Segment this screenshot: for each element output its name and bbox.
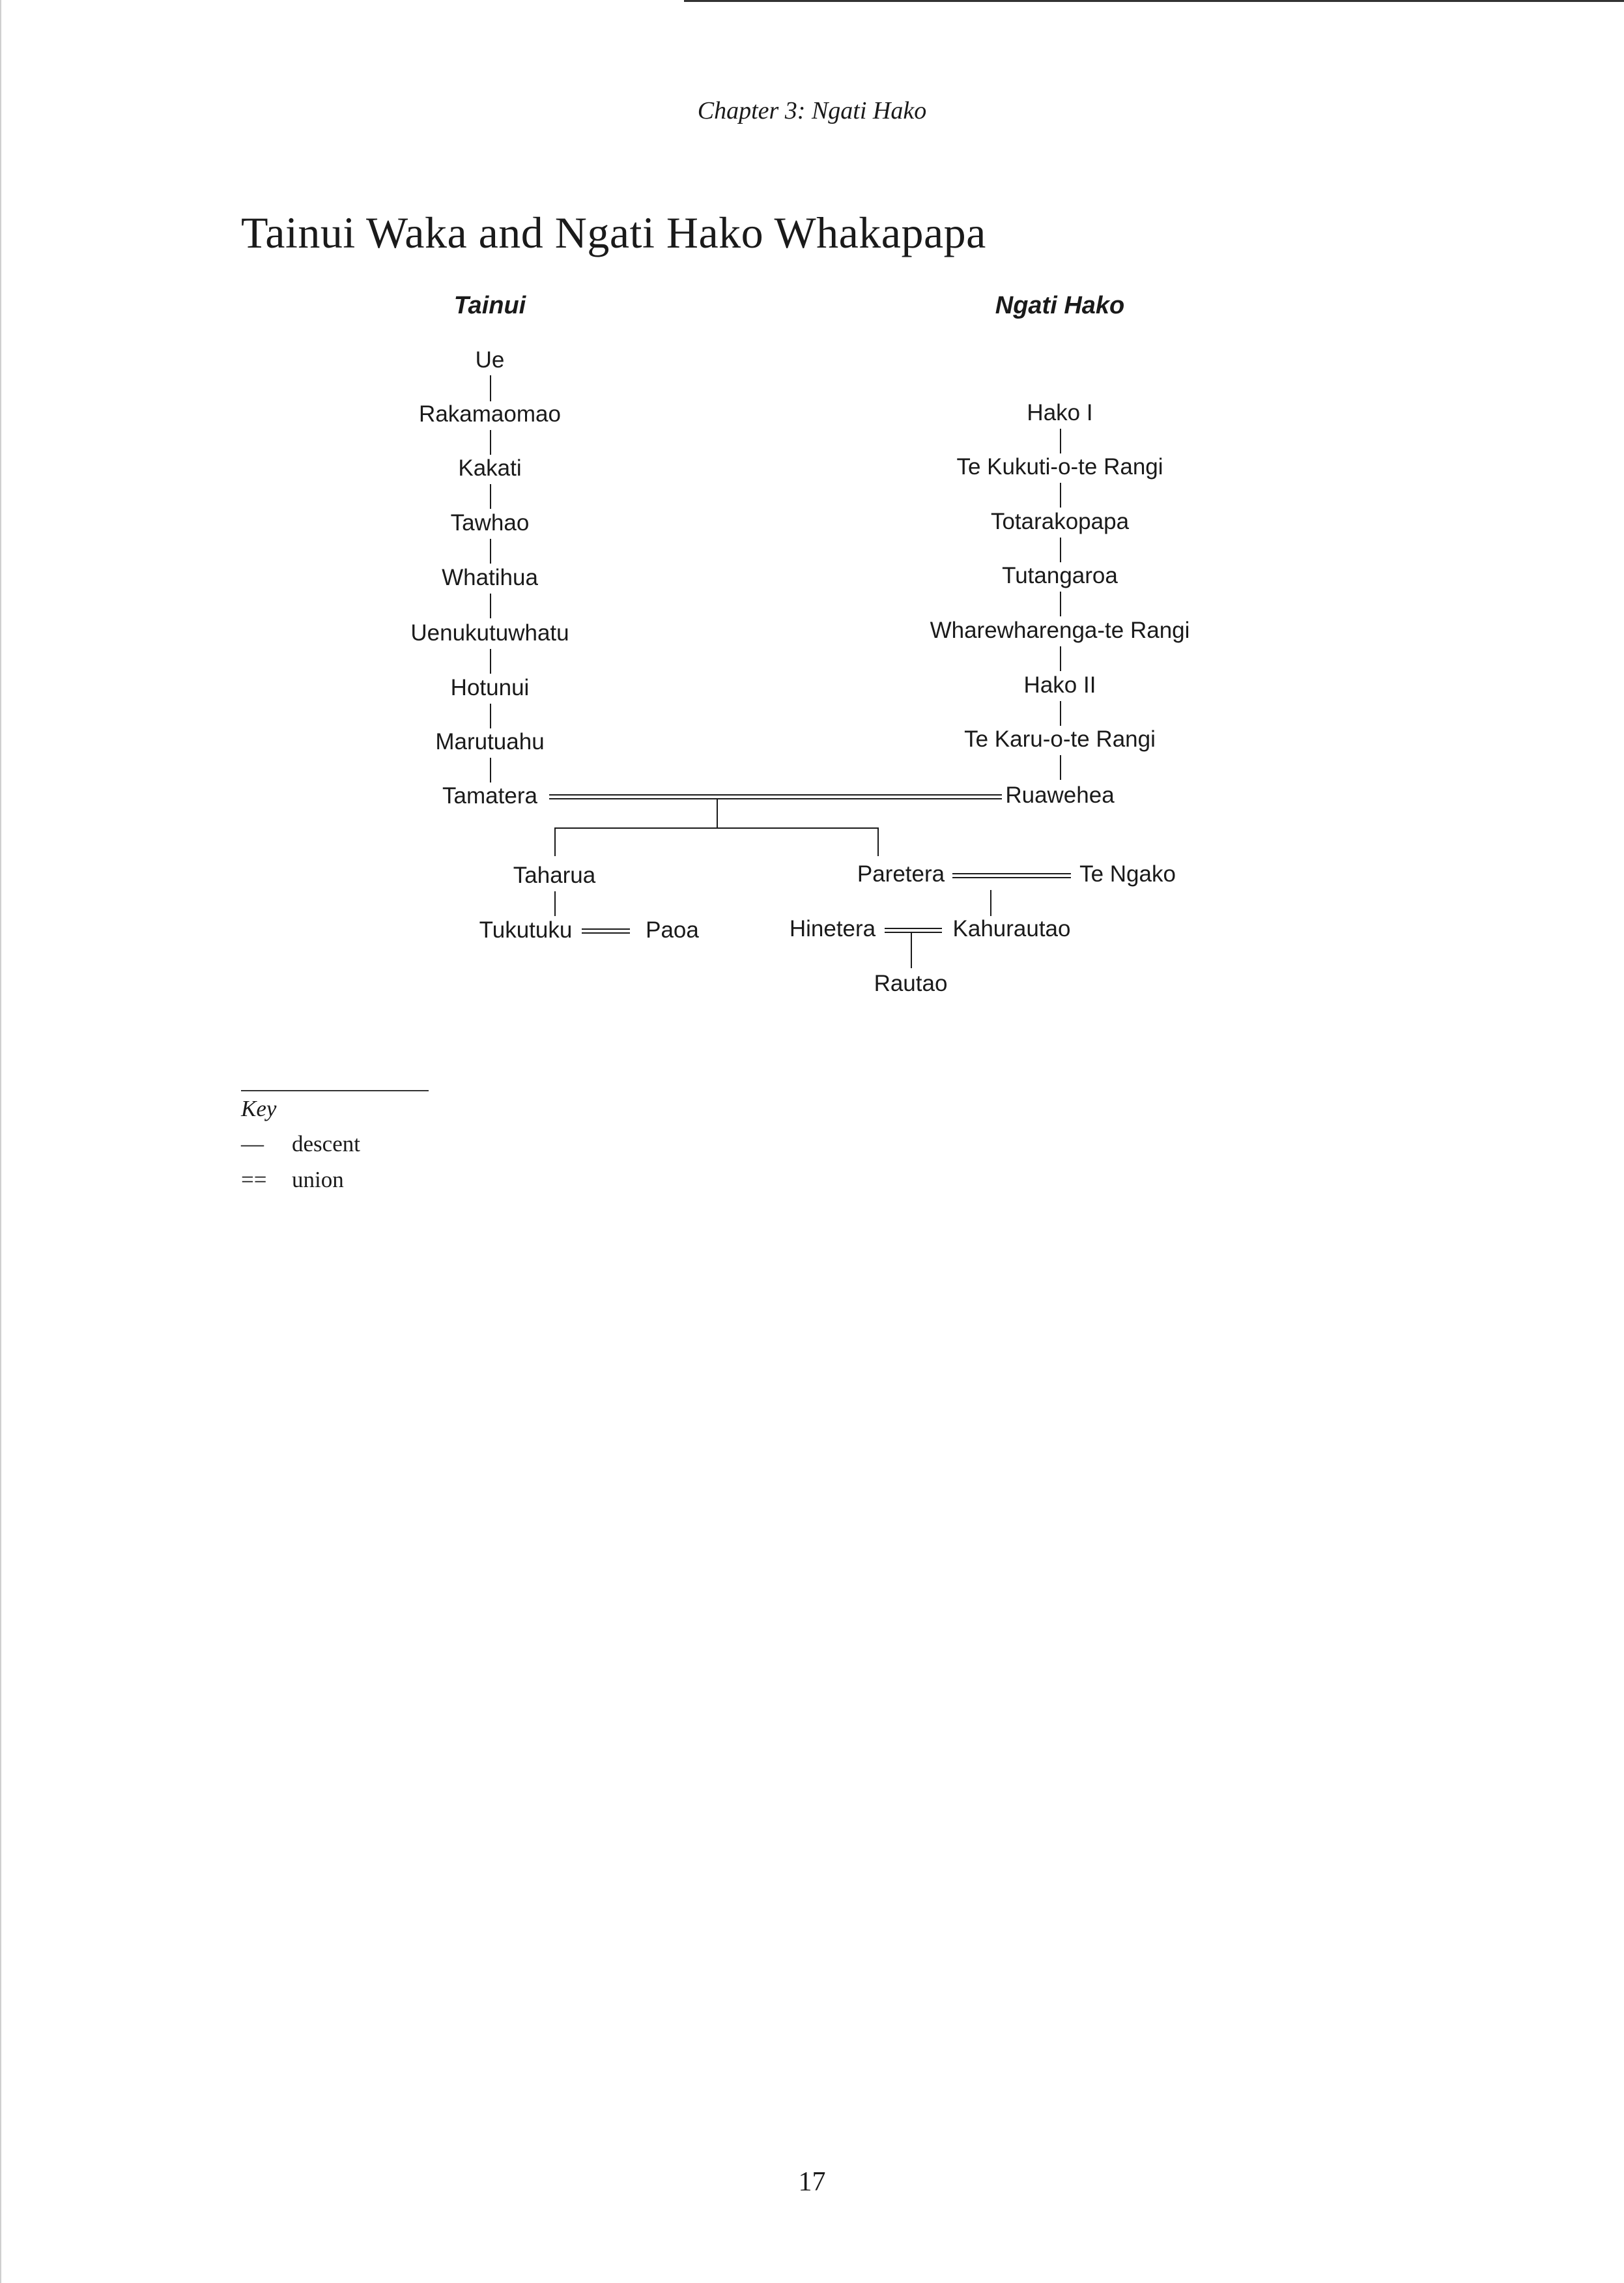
descent-line	[490, 758, 491, 783]
union-line-tamatera-ruawehea	[549, 794, 1002, 799]
descent-line	[490, 594, 491, 618]
person-hako-ii: Hako II	[1023, 672, 1096, 698]
person-rakamaomao: Rakamaomao	[419, 401, 561, 427]
descent-line	[490, 430, 491, 455]
page-title: Tainui Waka and Ngati Hako Whakapapa	[241, 208, 986, 257]
descent-line	[1060, 592, 1061, 616]
person-hotunui: Hotunui	[450, 675, 530, 700]
key-rule	[241, 1090, 429, 1091]
person-ue: Ue	[475, 347, 505, 373]
person-paretera: Paretera	[857, 861, 945, 887]
person-te-karu-o-te-rangi: Te Karu-o-te Rangi	[964, 726, 1156, 752]
descent-line	[554, 891, 556, 916]
key-union-symbol: ==	[241, 1167, 267, 1192]
person-totarakopapa: Totarakopapa	[990, 509, 1130, 534]
descent-line	[1060, 538, 1061, 562]
descent-line	[1060, 755, 1061, 780]
sibling-bar	[554, 827, 878, 829]
page-number: 17	[798, 2167, 826, 2197]
descent-line	[717, 799, 718, 827]
descent-line	[490, 704, 491, 728]
person-whatihua: Whatihua	[442, 565, 538, 590]
descent-line	[877, 827, 879, 856]
running-head: Chapter 3: Ngati Hako	[697, 97, 927, 124]
union-line-hinetera-kahurautao	[885, 928, 942, 933]
key-heading: Key	[241, 1096, 277, 1121]
descent-line	[911, 933, 912, 968]
top-rule	[684, 0, 1624, 2]
union-line-paretera-te-ngako	[952, 873, 1071, 878]
key-union-label: union	[292, 1167, 344, 1192]
person-kakati: Kakati	[458, 455, 522, 481]
descent-line	[490, 539, 491, 564]
key-descent-label: descent	[292, 1131, 360, 1156]
descent-line	[490, 375, 491, 401]
column-heading-tainui: Tainui	[453, 292, 526, 319]
person-marutuahu: Marutuahu	[435, 729, 545, 754]
key-descent-symbol: —	[241, 1131, 264, 1156]
person-taharua: Taharua	[513, 863, 596, 888]
descent-line	[1060, 429, 1061, 453]
descent-line	[1060, 483, 1061, 508]
descent-line	[490, 484, 491, 509]
person-te-ngako: Te Ngako	[1079, 861, 1176, 887]
person-tukutuku: Tukutuku	[479, 917, 573, 943]
descent-line	[1060, 701, 1061, 726]
person-wharewharenga-te-rangi: Wharewharenga-te Rangi	[930, 618, 1190, 643]
person-te-kukuti-o-te-rangi: Te Kukuti-o-te Rangi	[956, 454, 1163, 480]
person-hinetera: Hinetera	[789, 916, 876, 941]
person-ruawehea: Ruawehea	[1005, 783, 1115, 808]
descent-line	[554, 827, 556, 856]
scan-edge	[0, 0, 1, 2283]
person-tamatera: Tamatera	[442, 783, 537, 809]
person-tutangaroa: Tutangaroa	[1002, 563, 1118, 588]
person-paoa: Paoa	[646, 917, 699, 943]
person-hako-i: Hako I	[1027, 400, 1093, 425]
union-line-tukutuku-paoa	[582, 928, 630, 934]
person-kahurautao: Kahurautao	[952, 916, 1071, 941]
descent-line	[990, 890, 991, 916]
person-tawhao: Tawhao	[450, 510, 530, 536]
descent-line	[490, 649, 491, 674]
person-uenukutuwhatu: Uenukutuwhatu	[410, 620, 569, 646]
column-heading-ngati-hako: Ngati Hako	[995, 292, 1125, 319]
person-rautao: Rautao	[874, 971, 948, 996]
descent-line	[1060, 646, 1061, 671]
